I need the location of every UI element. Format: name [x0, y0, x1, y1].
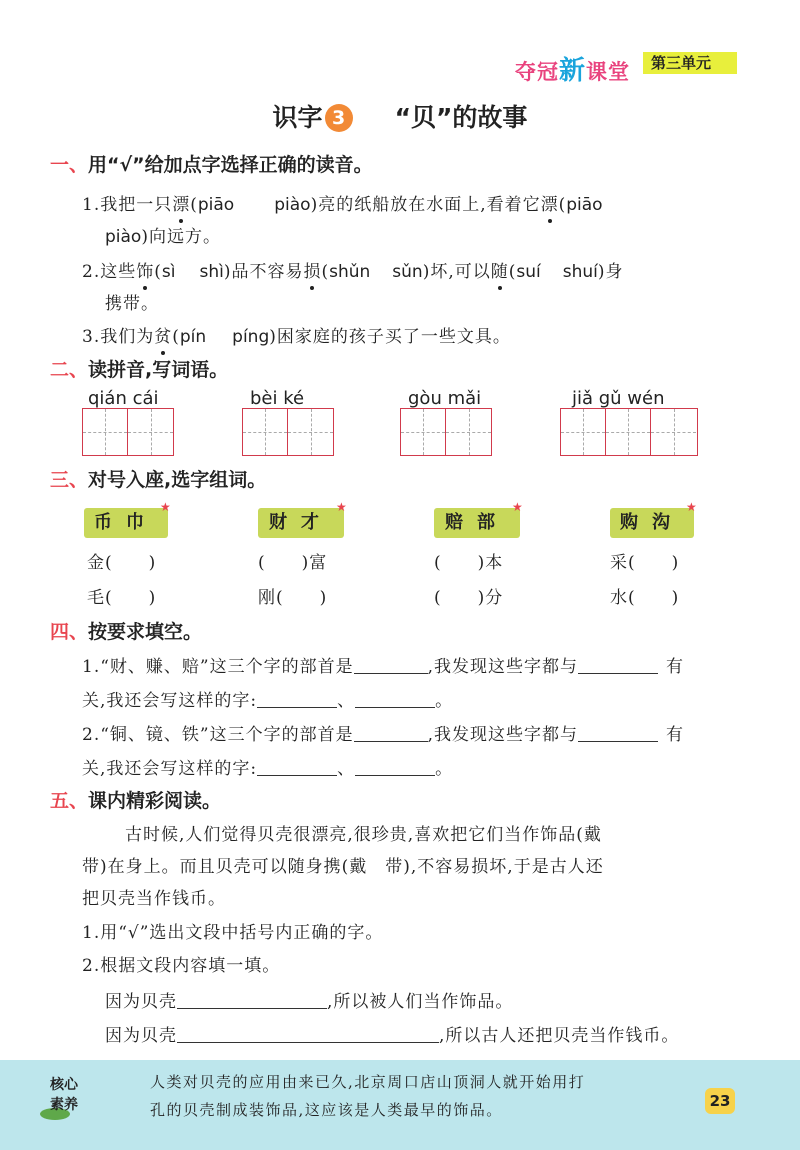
pinyin-option[interactable]: shǔn: [329, 262, 371, 282]
s4-q1-line2: 关,我还会写这样的字: 、 。: [82, 691, 454, 711]
word-blank[interactable]: ( )富: [258, 553, 328, 573]
pinyin-word: gòu mǎi: [408, 388, 482, 409]
word-blank[interactable]: 水( ): [610, 588, 680, 608]
dotted-char: 贫: [154, 327, 173, 347]
answer-blank[interactable]: [578, 659, 658, 674]
char-choice-tag: 购沟: [610, 508, 694, 538]
section-3-number: 三、: [50, 469, 89, 491]
section-1-number: 一、: [50, 154, 89, 176]
brand-logo: [515, 50, 630, 87]
section-1-heading: [50, 150, 373, 177]
pinyin-option[interactable]: shuí: [562, 262, 598, 282]
section-2-text: 读拼音,写词语。: [88, 359, 229, 381]
page-title: [0, 98, 800, 134]
word-blank[interactable]: ( )本: [434, 553, 504, 573]
section-5-number: 五、: [50, 790, 89, 812]
pinyin-word: jiǎ gǔ wén: [572, 388, 665, 409]
word-blank[interactable]: 金( ): [87, 553, 157, 573]
section-5-text: 课内精彩阅读。: [88, 790, 222, 812]
s5-fill-2: 因为贝壳 ,所以古人还把贝壳当作钱币。: [105, 1026, 680, 1046]
pinyin-word: qián cái: [88, 388, 159, 409]
reading-paragraph-line: 把贝壳当作钱币。: [82, 889, 226, 909]
brand-part-c: 课堂: [586, 60, 631, 84]
unit-label: 第三单元: [643, 52, 737, 74]
reading-paragraph-line: 古时候,人们觉得贝壳很漂亮,很珍贵,喜欢把它们当作饰品(戴: [125, 825, 602, 845]
s5-fill-1: 因为贝壳 ,所以被人们当作饰品。: [105, 992, 514, 1012]
answer-blank[interactable]: [177, 1028, 439, 1043]
writing-grid[interactable]: [82, 408, 174, 456]
dotted-char: 饰: [136, 262, 155, 282]
answer-blank[interactable]: [257, 761, 337, 776]
section-4-heading: [50, 617, 202, 644]
pinyin-option[interactable]: suí: [516, 262, 541, 282]
section-4-text: 按要求填空。: [88, 621, 203, 643]
char-choice-tag: 赔部: [434, 508, 520, 538]
pinyin-option[interactable]: piào: [274, 195, 311, 215]
title-prefix: 识字: [272, 103, 323, 132]
core-literacy-label: 核心 素养: [50, 1077, 78, 1113]
star-icon: ★: [160, 500, 171, 514]
star-icon: ★: [686, 500, 697, 514]
pinyin-option[interactable]: piāo: [197, 195, 235, 215]
writing-grid[interactable]: [242, 408, 334, 456]
char-choice-tag: 财才: [258, 508, 344, 538]
section-2-number: 二、: [50, 359, 89, 381]
pinyin-option[interactable]: sǔn: [392, 262, 423, 282]
lesson-name: “贝”的故事: [394, 103, 528, 132]
s1-q2-line2: 携带。: [105, 294, 159, 314]
s1-q1-line2: piào)向远方。: [105, 227, 221, 247]
section-3-heading: [50, 465, 266, 492]
answer-blank[interactable]: [355, 761, 435, 776]
section-4-number: 四、: [50, 621, 89, 643]
s1-q3-line: 3.我们为贫(pín píng)困家庭的孩子买了一些文具。: [82, 327, 511, 347]
star-icon: ★: [512, 500, 523, 514]
s5-question-1: 1.用“√”选出文段中括号内正确的字。: [82, 923, 384, 943]
s4-q1-line1: 1.“财、赚、赔”这三个字的部首是 ,我发现这些字都与 有: [82, 657, 685, 677]
dotted-char: 漂: [172, 195, 191, 215]
word-blank[interactable]: ( )分: [434, 588, 504, 608]
answer-blank[interactable]: [354, 659, 428, 674]
core-literacy-note: 人类对贝壳的应用由来已久,北京周口店山顶洞人就开始用打 孔的贝壳制成装饰品,这应该是人类最早的饰品。: [150, 1073, 586, 1119]
lesson-number: 3: [325, 104, 353, 132]
s1-q2-line1: 2.这些饰(sì shì)品不容易损(shǔn sǔn)坏,可以随(suí shuí)身: [82, 262, 624, 282]
s4-q2-line1: 2.“铜、镜、铁”这三个字的部首是 ,我发现这些字都与 有: [82, 725, 685, 745]
pinyin-option[interactable]: píng: [232, 327, 270, 347]
answer-blank[interactable]: [578, 727, 658, 742]
char-choice-tag: 币巾: [84, 508, 168, 538]
pinyin-word: bèi ké: [250, 388, 305, 409]
dotted-char: 漂: [540, 195, 559, 215]
section-1-text: 用“√”给加点字选择正确的读音。: [88, 154, 373, 176]
word-blank[interactable]: 毛( ): [87, 588, 157, 608]
s5-question-2: 2.根据文段内容填一填。: [82, 956, 281, 976]
pinyin-option[interactable]: piào: [105, 227, 142, 247]
section-3-text: 对号入座,选字组词。: [88, 469, 267, 491]
word-blank[interactable]: 采( ): [610, 553, 680, 573]
reading-paragraph-line: 带)在身上。而且贝壳可以随身携(戴 带),不容易损坏,于是古人还: [82, 857, 604, 877]
section-2-heading: [50, 355, 228, 382]
brand-part-a: 夺冠: [515, 60, 559, 84]
pinyin-option[interactable]: sì: [161, 262, 176, 282]
answer-blank[interactable]: [354, 727, 428, 742]
s4-q2-line2: 关,我还会写这样的字: 、 。: [82, 759, 454, 779]
pinyin-option[interactable]: piāo: [566, 195, 603, 215]
dotted-char: 损: [303, 262, 322, 282]
star-icon: ★: [336, 500, 347, 514]
brand-part-b: 新: [559, 56, 587, 86]
section-5-heading: [50, 786, 221, 813]
writing-grid[interactable]: [560, 408, 698, 456]
dotted-char: 随: [490, 262, 509, 282]
word-blank[interactable]: 刚( ): [258, 588, 328, 608]
answer-blank[interactable]: [177, 994, 327, 1009]
answer-blank[interactable]: [257, 693, 337, 708]
page-number: 23: [705, 1088, 735, 1114]
pinyin-option[interactable]: shì: [199, 262, 224, 282]
writing-grid[interactable]: [400, 408, 492, 456]
s1-q1-line1: 1.我把一只漂(piāo piào)亮的纸船放在水面上,看着它漂(piāo: [82, 195, 603, 215]
answer-blank[interactable]: [355, 693, 435, 708]
pinyin-option[interactable]: pín: [179, 327, 207, 347]
